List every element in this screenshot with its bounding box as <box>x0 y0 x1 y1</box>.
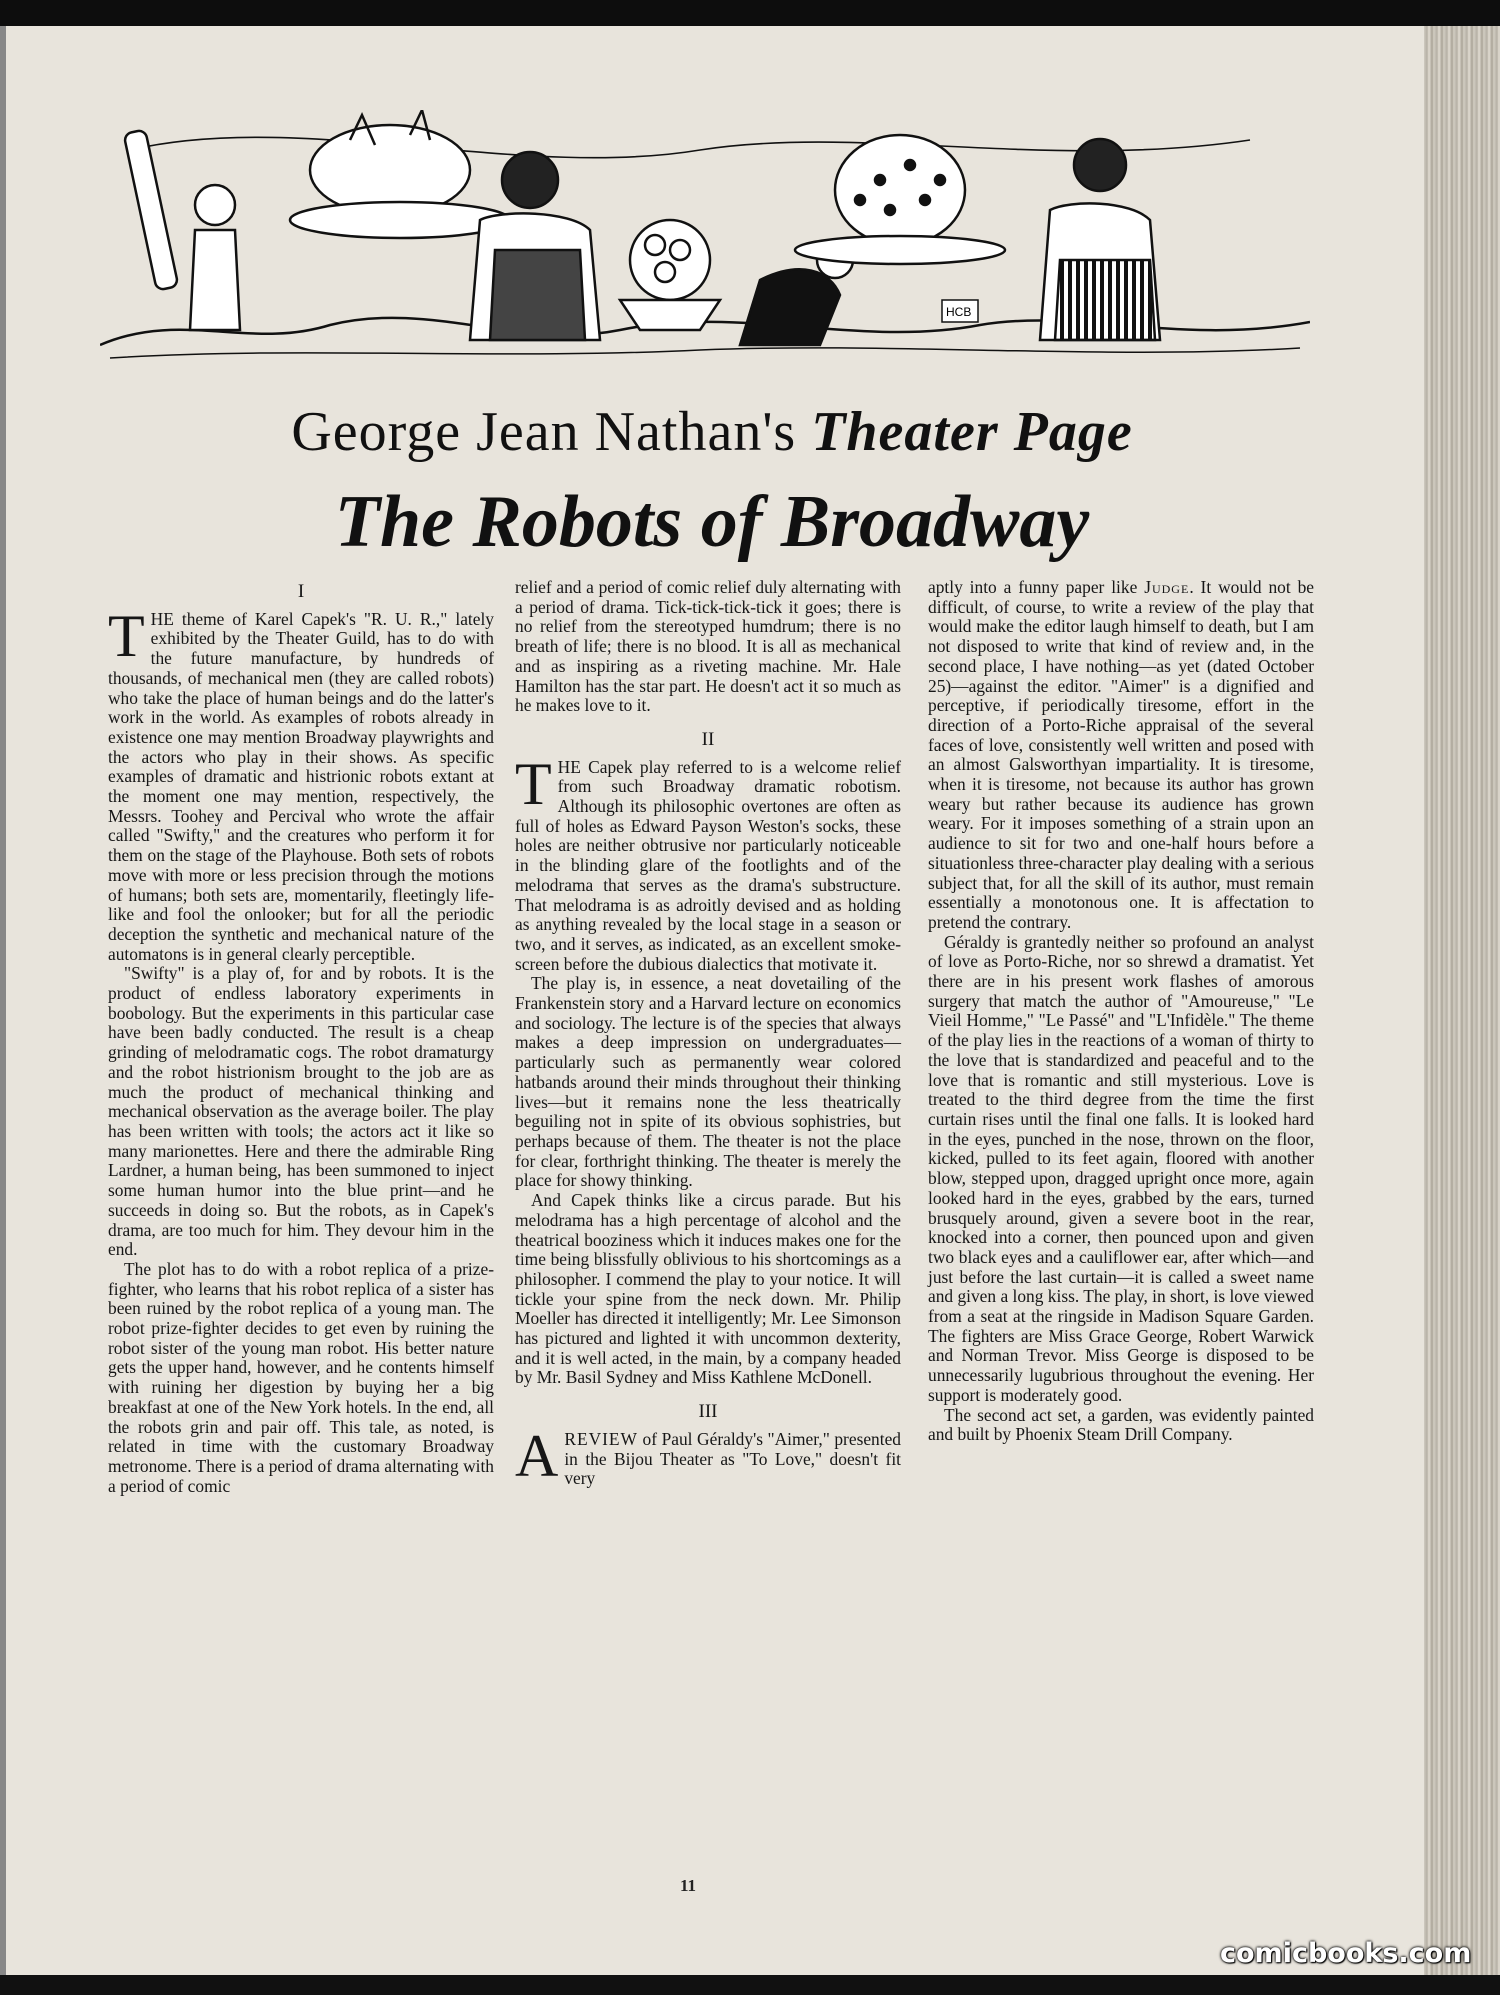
header-prefix: George Jean Nathan's <box>291 401 812 463</box>
paragraph: The play is, in essence, a neat dovetailing of the Frankenstein story and a Harvard lecture on economics and sociology. The lecture is of the species that always makes a deep impression on undergraduates—particularly such as permanently wear colored hatbands around their minds throughout their thinking lives—but it remains none the less theatrically beguiling not in spite of its obvious sophistries, but perhaps because of them. The theater is not the place for clear, forthright thinking. The theater is merely the place for showy thinking. <box>515 973 901 1191</box>
article-title: The Robots of Broadway <box>334 481 1090 563</box>
magazine-name: Judge <box>1144 577 1190 597</box>
section-heading-1: I <box>297 581 305 602</box>
top-border <box>0 0 1500 28</box>
paragraph: The plot has to do with a robot replica of a prize-fighter, who learns that his robot replica of a sister has been ruined by the robot replica of a young man. The robot prize-fighter decides to get even by ruining the robot sister of the young man robot. His better nature gets the upper hand, however, and he contents himself with ruining her digestion by buying her a big breakfast at one of the New York hotels. In the end, all the robots grin and pair off. This tale, as noted, is related in time with the customary Broadway metronome. There is a period of drama alternating with a period of comic <box>108 1258 494 1496</box>
drop-cap: T <box>108 602 145 669</box>
paragraph-text: . It would not be difficult, of course, to write a review of the play that would make the editor laugh himself to death, but I am not disposed to write that kind of review and, in the second place, I have nothing—as yet (dated October 25)—against the editor. "Aimer" is a dignified and perceptive, if periodically tiresome, effort in the direction of a Porto-Riche appraisal of the several faces of love, consistently well written and posed with an almost Galsworthyan impartiality. It is tiresome, when it is tiresome, not because its author has grown weary but rather because its audience has grown weary. For it imposes something of a strain upon an audience to sit for two and one-half hours before a situationless three-character play dealing with a serious subject that, for all the skill of its author, must remain essentially a monotonous one. It is affectation to pretend the contrary. <box>928 577 1314 932</box>
paragraph: "Swifty" is a play of, for and by robots. It is the product of endless laboratory experiments in boobology. But the experiments in this particular case have been badly conducted. The result is a cheap grinding of melodramatic cogs. The robot dramaturgy and the robot histrionism brought to the job are as much the product of mechanical thinking and mechanical observation as the average boiler. The play has been written with tools; the actors act it like so many marionettes. Here and there the admirable Ring Lardner, a human being, has been summoned to inject some human humor into the blue print—and he succeeds in doing so. But the robots, as in Capek's drama, are too much for him. They devour him in the end. <box>108 963 494 1260</box>
paragraph <box>515 1422 901 1489</box>
paragraph <box>108 602 494 965</box>
paragraph: The second act set, a garden, was evidently painted and built by Phoenix Steam Drill Company. <box>928 1404 1314 1445</box>
paragraph-text: HE Capek play referred to is a welcome relief from such Broadway dramatic robotism. Although its philosophic overtones are often as full of holes as Edward Payson Weston's socks, these holes are neither obtrusive nor particularly noticeable in the blinding glare of the footlights and of the melodrama that serves as the drama's substructure. That melodrama is as adroitly devised and as holding as anything revealed by the local stage in a season or two, and it serves, as indicated, as an excellent smoke-screen before the dubious dialectics that motivate it. <box>515 756 901 974</box>
paragraph <box>515 750 901 975</box>
page-number: 11 <box>680 1876 697 1895</box>
paragraph-text: of Paul Géraldy's "Aimer," presented in the Bijou Theater as "To Love," doesn't fit very <box>564 1428 901 1489</box>
section-heading-2: II <box>701 728 715 750</box>
paragraph: relief and a period of comic relief duly alternating with a period of drama. Tick-tick-tick-tick it goes; there is no relief from the stereotyped humdrum; there is no breath of life; there is no blood. It is all as mechanical and as inspiring as a riveting machine. Mr. Hale Hamilton has the star part. He doesn't act it so much as he makes love to it. <box>515 577 901 716</box>
column-1 <box>108 578 494 1878</box>
paragraph: And Capek thinks like a circus parade. But his melodrama has a high percentage of alcohol and the theatrical booziness which it induces makes one for the time being blissfully oblivious to his shortcomings as a philosopher. I commend the play to your notice. It will tickle your spine from the neck down. Mr. Philip Moeller has directed it intelligently; Mr. Lee Simonson has pictured and lighted it with uncommon dexterity, and it is well acted, in the main, by a company headed by Mr. Basil Sydney and Miss Kathlene McDonell. <box>515 1190 901 1388</box>
watermark: comicbooks.com <box>1220 1938 1472 1969</box>
drop-cap: T <box>515 750 552 817</box>
paragraph-text: HE theme of Karel Capek's "R. U. R.," lately exhibited by the Theater Guild, has to do with the future manufacture, by hundreds of thousands, of mechanical men (they are called robots) who take the place of human beings and do the latter's work in the world. As examples of robots already in existence one may mention Broadway playwrights and the actors who play in their shows. As specific examples of dramatic and histrionic robots extant at the moment one may mention, respectively, the Messrs. Toohey and Percival who wrote the affair called "Swifty," and the creatures who perform it for them on the stage of the Playhouse. Both sets of robots move with more or less precision through the motions of humans; both sets are, momentarily, fleetingly life-like and fool the onlooker; but for all the periodic deception the synthetic and mechanical nature of the automatons is in general clearly perceptible. <box>108 608 494 964</box>
drop-cap: A <box>515 1422 559 1489</box>
paragraph <box>928 578 1314 933</box>
book-binding-edge <box>1424 26 1500 1981</box>
paragraph-text: aptly into a funny paper like <box>928 577 1145 597</box>
page-header <box>0 400 1424 464</box>
header-italic: Theater Page <box>811 401 1133 463</box>
illustration-signature: HCB <box>946 305 972 319</box>
column-2 <box>515 578 901 1878</box>
small-caps-word: REVIEW <box>564 1428 638 1449</box>
bottom-border <box>0 1975 1500 1995</box>
paragraph: Géraldy is grantedly neither so profound an analyst of love as Porto-Riche, nor so shrewd a dramatist. Yet there are in his present work flashes of amorous surgery that match the author of "Amoureuse," "Le Vieil Homme," "Le Passé" and "L'Infidèle." The theme of the play lies in the reactions of a woman of thirty to the love that is standardized and peaceful and to the love that is romantic and still mysterious. Love is treated to the third degree from the time the first curtain rises until the final one falls. It is looked hard in the eyes, punched in the nose, thrown on the floor, kicked, pulled to its feet again, floored with another blow, stepped upon, dragged upright once more, again looked hard in the eyes, grabbed by the ears, turned brusquely around, given a severe boot in the rear, knocked into a corner, then pounced upon and given two black eyes and a cauliflower ear, after which—and just before the last curtain—it is called a sweet name and given a long kiss. The play, in short, is love viewed from a seat at the ringside in Madison Square Garden. The fighters are Miss Grace George, Robert Warwick and Norman Trevor. Miss George is disposed to be unnecessarily lugubrious throughout the evening. Her support is moderately good. <box>928 931 1314 1405</box>
banquet-illustration <box>100 110 1310 360</box>
column-3 <box>928 578 1314 1878</box>
section-heading-3: III <box>698 1401 718 1423</box>
